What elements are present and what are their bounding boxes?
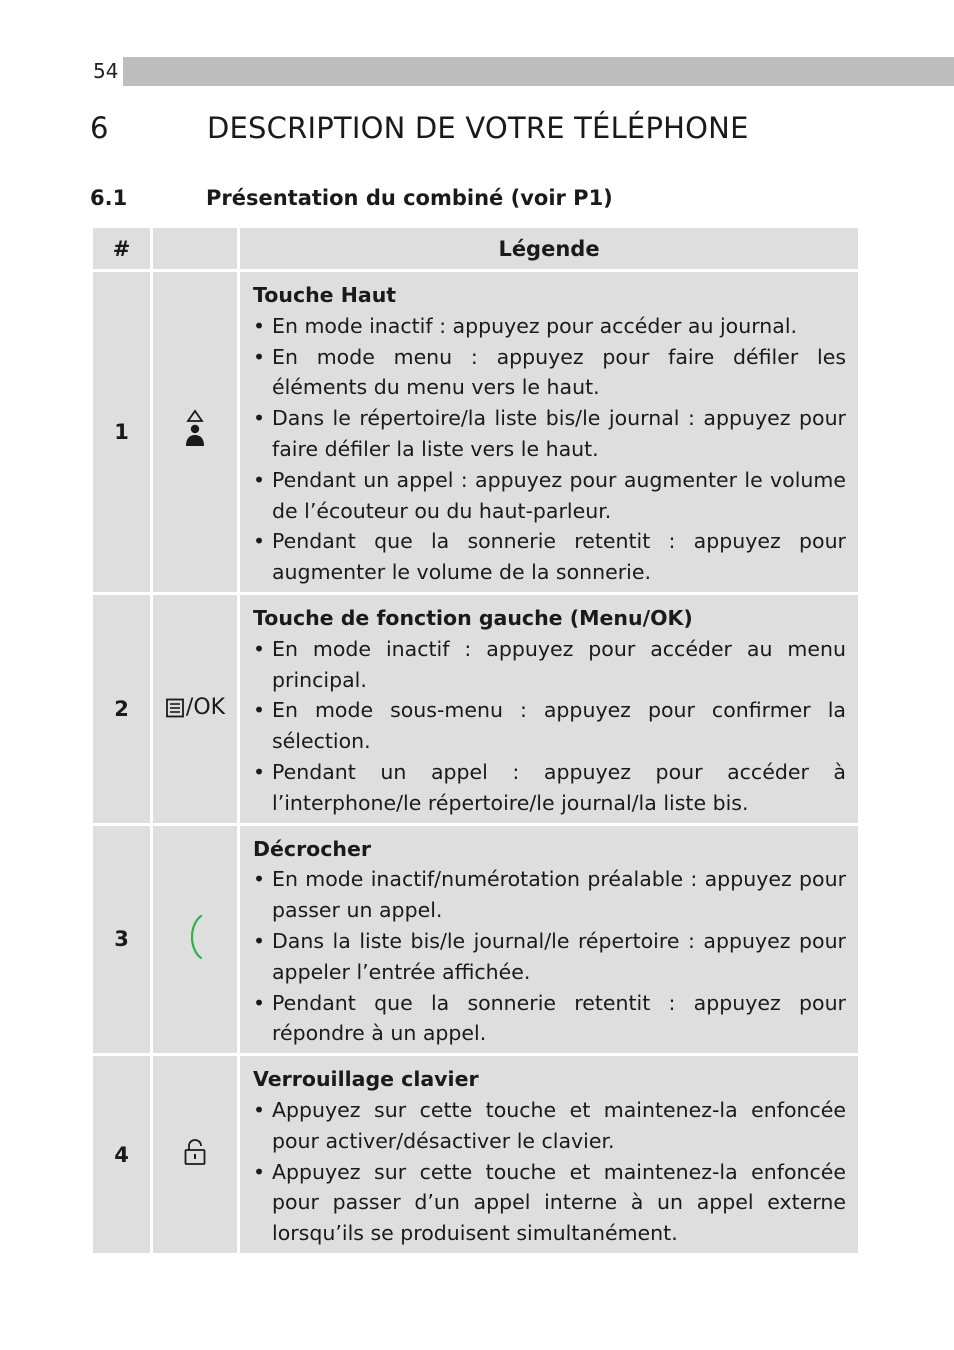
list-item: • Dans le répertoire/la liste bis/le journal : appuyez pour faire défiler la liste vers le haut.: [253, 403, 846, 465]
bullet-list: [253, 864, 846, 1049]
table-row: [93, 595, 858, 826]
keypad-lock-icon: [183, 1138, 207, 1166]
list-item: • En mode inactif/numérotation préalable : appuyez pour passer un appel.: [253, 864, 846, 926]
list-item: • Pendant un appel : appuyez pour augmenter le volume de l’écouteur ou du haut-parleur.: [253, 465, 846, 527]
list-item: • Pendant que la sonnerie retentit : appuyez pour augmenter le volume de la sonnerie.: [253, 526, 846, 588]
row-number: 3: [93, 826, 153, 1057]
list-item: • Appuyez sur cette touche et maintenez-la enfoncée pour passer d’un appel interne à un appel externe lorsqu’ils se produisent simultanément.: [253, 1157, 846, 1249]
row-title: Touche de fonction gauche (Menu/OK): [253, 605, 693, 630]
legend-table: [93, 228, 858, 1253]
up-contacts-icon: [184, 409, 206, 449]
page-number: 54: [93, 57, 121, 86]
row-title: Décrocher: [253, 836, 372, 861]
row-number: 2: [93, 595, 153, 826]
table-row: [93, 1056, 858, 1253]
row-title: Verrouillage clavier: [253, 1067, 479, 1092]
menu-ok-label: /OK: [185, 695, 226, 720]
section-title: Présentation du combiné (voir P1): [206, 186, 613, 210]
chapter-heading: [90, 108, 890, 148]
chapter-number: 6: [90, 111, 109, 145]
table-header-row: [93, 228, 858, 272]
list-item: • En mode sous-menu : appuyez pour confirmer la sélection.: [253, 695, 846, 757]
list-item: • En mode menu : appuyez pour faire défiler les éléments du menu vers le haut.: [253, 342, 846, 404]
chapter-title: DESCRIPTION DE VOTRE TÉLÉPHONE: [207, 111, 749, 145]
bullet-list: [253, 634, 846, 819]
list-item: • Dans la liste bis/le journal/le répertoire : appuyez pour appeler l’entrée affichée.: [253, 926, 846, 988]
bullet-list: [253, 311, 846, 588]
list-item: • En mode inactif : appuyez pour accéder au menu principal.: [253, 634, 846, 696]
list-item: • Pendant un appel : appuyez pour accéder à l’interphone/le répertoire/le journal/la liste bis.: [253, 757, 846, 819]
bullet-list: [253, 1095, 846, 1249]
header-icon: [153, 228, 240, 272]
section-number: 6.1: [90, 186, 128, 210]
menu-ok-icon: [165, 695, 225, 720]
page-header: [93, 57, 954, 86]
header-bar: [123, 57, 954, 86]
header-legend: Légende: [240, 228, 858, 272]
list-item: • Appuyez sur cette touche et maintenez-la enfoncée pour activer/désactiver le clavier.: [253, 1095, 846, 1157]
table-row: [93, 826, 858, 1057]
list-item: • En mode inactif : appuyez pour accéder au journal.: [253, 311, 846, 342]
header-num: #: [93, 228, 153, 272]
section-heading: [90, 182, 890, 214]
row-title: Touche Haut: [253, 283, 397, 307]
row-number: 1: [93, 272, 153, 595]
list-item: • Pendant que la sonnerie retentit : appuyez pour répondre à un appel.: [253, 988, 846, 1050]
table-row: [93, 272, 858, 595]
off-hook-icon: [183, 913, 207, 961]
menu-list-icon: [165, 698, 185, 718]
row-number: 4: [93, 1056, 153, 1253]
